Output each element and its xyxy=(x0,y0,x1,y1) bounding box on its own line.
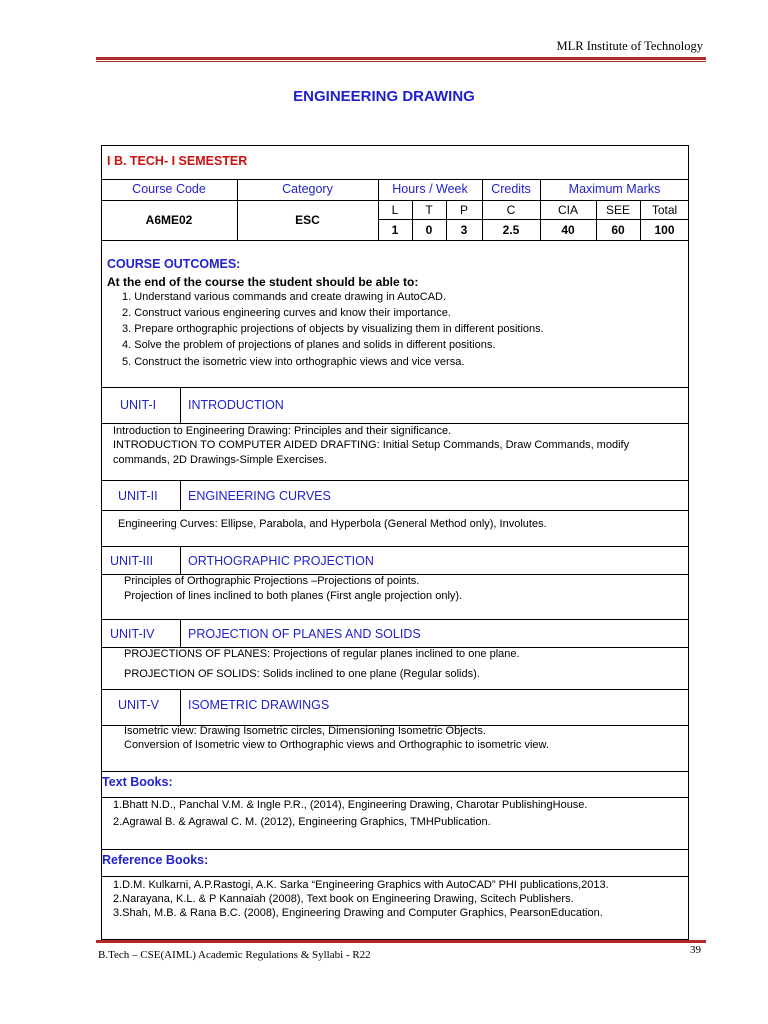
col-category: Category xyxy=(282,182,333,196)
col-hours: Hours / Week xyxy=(392,182,468,196)
page-number: 39 xyxy=(690,944,701,956)
grid-line xyxy=(180,480,181,510)
grid-line xyxy=(101,240,689,241)
grid-line xyxy=(101,849,689,850)
grid-line xyxy=(378,219,689,220)
c-value: 2.5 xyxy=(502,223,520,237)
reference-book-item: 1.D.M. Kulkarni, A.P.Rastogi, A.K. Sarka “Engineering Graphics with AutoCAD” PHI publications,2013. xyxy=(113,879,609,891)
grid-line xyxy=(101,423,689,424)
outcomes-heading: COURSE OUTCOMES: xyxy=(107,257,241,271)
grid-line xyxy=(101,510,689,511)
unit-content-line: Projection of lines inclined to both planes (First angle projection only). xyxy=(124,590,463,602)
course-code-value: A6ME02 xyxy=(145,213,193,227)
reference-book-item: 2.Narayana, K.L. & P Kannaiah (2008), Text book on Engineering Drawing, Scitech Publishers. xyxy=(113,893,574,905)
unit-content-line: Conversion of Isometric view to Orthographic views and Orthographic to isometric view. xyxy=(124,739,549,751)
p-value: 3 xyxy=(460,223,468,237)
grid-line xyxy=(101,200,689,201)
outcome-item: 3. Prepare orthographic projections of objects by visualizing them in different positions. xyxy=(122,323,544,335)
sub-t: T xyxy=(425,203,433,217)
unit-content-line: PROJECTION OF SOLIDS: Solids inclined to one plane (Regular solids). xyxy=(124,668,480,680)
t-value: 0 xyxy=(425,223,433,237)
footer-rule xyxy=(96,940,706,943)
sub-p: P xyxy=(459,203,468,217)
grid-line xyxy=(180,546,181,574)
see-value: 60 xyxy=(611,223,625,237)
grid-line xyxy=(101,387,689,388)
unit-content-line: commands, 2D Drawings-Simple Exercises. xyxy=(113,454,327,466)
grid-line xyxy=(101,480,689,481)
institute-name: MLR Institute of Technology xyxy=(556,39,703,53)
unit-title: ORTHOGRAPHIC PROJECTION xyxy=(188,554,374,568)
grid-line xyxy=(101,179,689,180)
unit-number: UNIT-IV xyxy=(110,627,155,641)
col-marks: Maximum Marks xyxy=(568,182,661,196)
unit-number: UNIT-II xyxy=(118,489,158,503)
header-rule xyxy=(96,57,706,60)
category-value: ESC xyxy=(295,213,320,227)
grid-line xyxy=(101,771,689,772)
unit-content-line: Principles of Orthographic Projections –Projections of points. xyxy=(124,575,420,587)
sub-l: L xyxy=(391,203,399,217)
unit-number: UNIT-V xyxy=(118,698,159,712)
outcome-item: 2. Construct various engineering curves and know their importance. xyxy=(122,307,451,319)
unit-number: UNIT-I xyxy=(120,398,157,412)
sub-c: C xyxy=(506,203,516,217)
unit-number: UNIT-III xyxy=(110,554,154,568)
sub-cia: CIA xyxy=(557,203,578,217)
sub-see: SEE xyxy=(605,203,630,217)
unit-title: INTRODUCTION xyxy=(188,398,284,412)
footer-text: B.Tech – CSE(AIML) Academic Regulations & Syllabi - R22 xyxy=(98,949,371,961)
l-value: 1 xyxy=(391,223,399,237)
unit-content-line: Isometric view: Drawing Isometric circles, Dimensioning Isometric Objects. xyxy=(124,725,486,737)
unit-title: ENGINEERING CURVES xyxy=(188,489,331,503)
grid-line xyxy=(101,546,689,547)
unit-content-line: PROJECTIONS OF PLANES: Projections of regular planes inclined to one plane. xyxy=(124,648,520,660)
reference-book-item: 3.Shah, M.B. & Rana B.C. (2008), Engineering Drawing and Computer Graphics, PearsonEducation. xyxy=(113,907,603,919)
grid-line xyxy=(101,689,689,690)
unit-content-line: Introduction to Engineering Drawing: Principles and their significance. xyxy=(113,425,452,437)
cia-value: 40 xyxy=(561,223,575,237)
grid-line xyxy=(101,619,689,620)
total-value: 100 xyxy=(654,223,675,237)
text-books-heading: Text Books: xyxy=(102,775,173,789)
sub-total: Total xyxy=(651,203,678,217)
grid-line xyxy=(101,876,689,877)
col-credits: Credits xyxy=(491,182,531,196)
unit-content-line: Engineering Curves: Ellipse, Parabola, and Hyperbola (General Method only), Involutes. xyxy=(118,518,547,530)
text-book-item: 1.Bhatt N.D., Panchal V.M. & Ingle P.R., (2014), Engineering Drawing, Charotar PublishingHouse. xyxy=(113,799,588,811)
reference-books-heading: Reference Books: xyxy=(102,853,209,867)
unit-title: PROJECTION OF PLANES AND SOLIDS xyxy=(188,627,421,641)
grid-line xyxy=(180,387,181,423)
outcomes-intro: At the end of the course the student should be able to: xyxy=(107,275,419,289)
grid-line xyxy=(180,619,181,647)
unit-content-line: INTRODUCTION TO COMPUTER AIDED DRAFTING: Initial Setup Commands, Draw Commands, modify xyxy=(113,439,630,451)
outcome-item: 5. Construct the isometric view into orthographic views and vice versa. xyxy=(122,356,465,368)
semester-label: I B. TECH- I SEMESTER xyxy=(107,154,248,168)
unit-title: ISOMETRIC DRAWINGS xyxy=(188,698,330,712)
text-book-item: 2.Agrawal B. & Agrawal C. M. (2012), Engineering Graphics, TMHPublication. xyxy=(113,816,491,828)
header-rule-thin xyxy=(96,61,706,62)
col-course-code: Course Code xyxy=(132,182,206,196)
outcome-item: 1. Understand various commands and create drawing in AutoCAD. xyxy=(122,291,447,303)
grid-line xyxy=(180,689,181,725)
grid-line xyxy=(101,797,689,798)
document-title: ENGINEERING DRAWING xyxy=(293,88,475,105)
outcome-item: 4. Solve the problem of projections of planes and solids in different positions. xyxy=(122,339,496,351)
